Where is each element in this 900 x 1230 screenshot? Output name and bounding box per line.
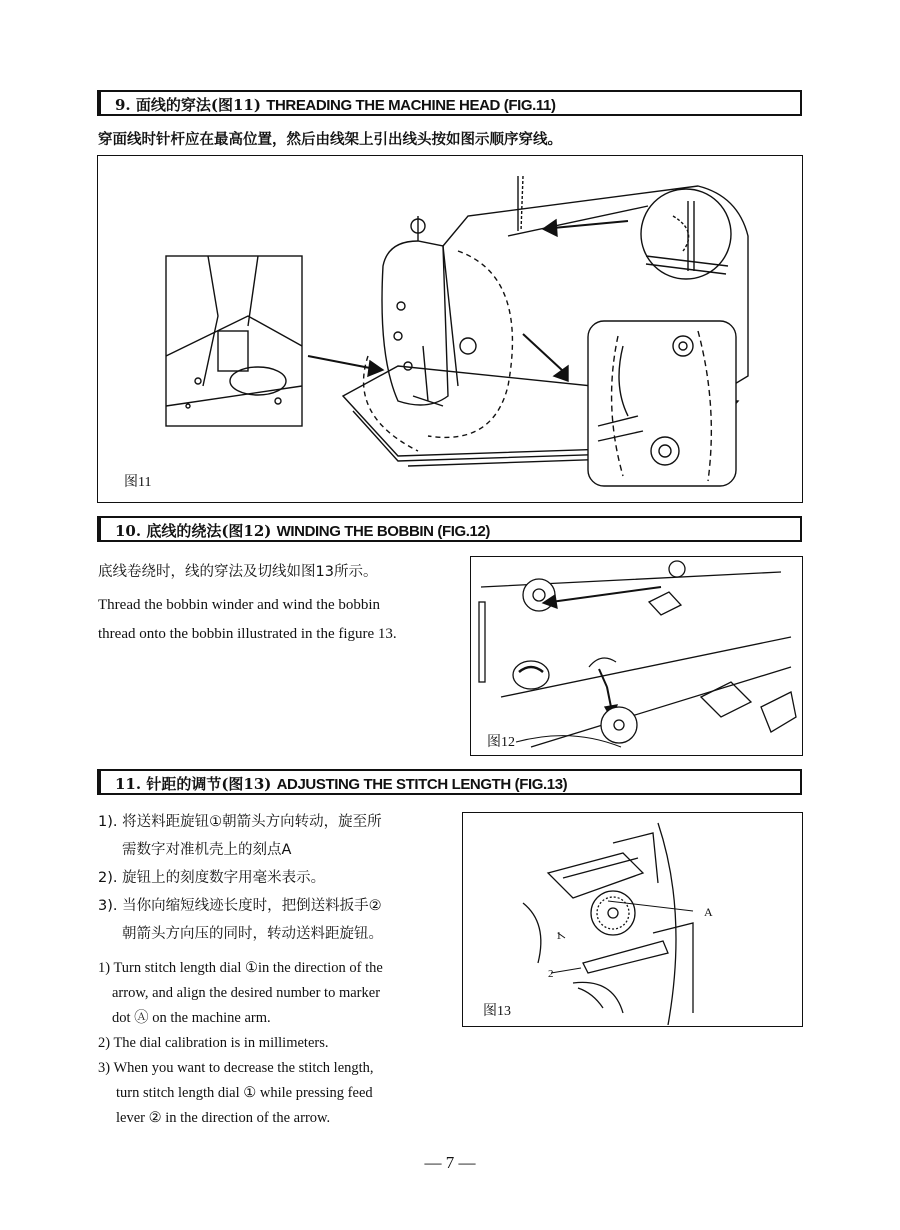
section-10-heading-zh: 10. 底线的绕法(图12) (115, 522, 272, 540)
section-10-body-zh: 底线卷绕时，线的穿法及切线如图13所示。 (98, 564, 378, 580)
section-10-body-en-2: thread onto the bobbin illustrated in the figure 13. (98, 626, 397, 642)
figure-12 (470, 556, 803, 756)
step-zh-3b: 朝箭头方向压的同时，转动送料距旋钮。 (122, 926, 383, 942)
figure-11-label: 图11 (124, 475, 152, 490)
figure-11-illustration (98, 156, 801, 501)
step-en-1b: arrow, and align the desired number to marker (112, 985, 381, 1001)
figure-12-label: 图12 (487, 735, 515, 750)
step-zh-3: 3). 当你向缩短线迹长度时，把倒送料扳手② (98, 898, 382, 914)
section-9-body-zh: 穿面线时针杆应在最高位置，然后由线架上引出线头按如图示顺序穿线。 (98, 132, 562, 148)
step-en-1c: dot Ⓐ on the machine arm. (112, 1010, 271, 1026)
step-zh-1: 1). 将送料距旋钮①朝箭头方向转动，旋至所 (98, 814, 382, 830)
section-9-heading (115, 94, 556, 115)
step-zh-2: 2). 旋钮上的刻度数字用毫米表示。 (98, 870, 326, 886)
section-10-header (97, 516, 802, 542)
step-zh-1b: 需数字对准机壳上的刻点A (122, 842, 292, 858)
section-9-header (97, 90, 802, 116)
section-10-heading (115, 520, 490, 541)
step-en-2: 2) The dial calibration is in millimeters. (98, 1035, 329, 1051)
section-9-heading-zh: 9. 面线的穿法(图11) (115, 96, 261, 114)
section-10-heading-en: WINDING THE BOBBIN (FIG.12) (276, 523, 490, 540)
section-10-body-en-1: Thread the bobbin winder and wind the bobbin (98, 597, 381, 613)
figure-13-label: 图13 (483, 1004, 511, 1019)
step-en-3: 3) When you want to decrease the stitch length, (98, 1060, 374, 1076)
callout-a: A (704, 905, 713, 919)
figure-12-illustration (471, 557, 801, 754)
section-11-heading (115, 773, 567, 794)
step-en-3c: lever ② in the direction of the arrow. (116, 1110, 331, 1126)
section-11-header (97, 769, 802, 795)
callout-1: 1 (556, 930, 562, 942)
page-number: — 7 — (424, 1153, 476, 1172)
step-en-3b: turn stitch length dial ① while pressing feed (116, 1085, 373, 1101)
step-en-1: 1) Turn stitch length dial ①in the direction of the (98, 960, 383, 976)
figure-13-illustration (463, 813, 801, 1025)
figure-11 (97, 155, 803, 503)
section-9-heading-en: THREADING THE MACHINE HEAD (FIG.11) (266, 97, 556, 114)
section-11-heading-en: ADJUSTING THE STITCH LENGTH (FIG.13) (276, 776, 568, 793)
section-11-heading-zh: 11. 针距的调节(图13) (115, 775, 272, 793)
callout-2: 2 (548, 968, 554, 980)
figure-13 (462, 812, 803, 1027)
